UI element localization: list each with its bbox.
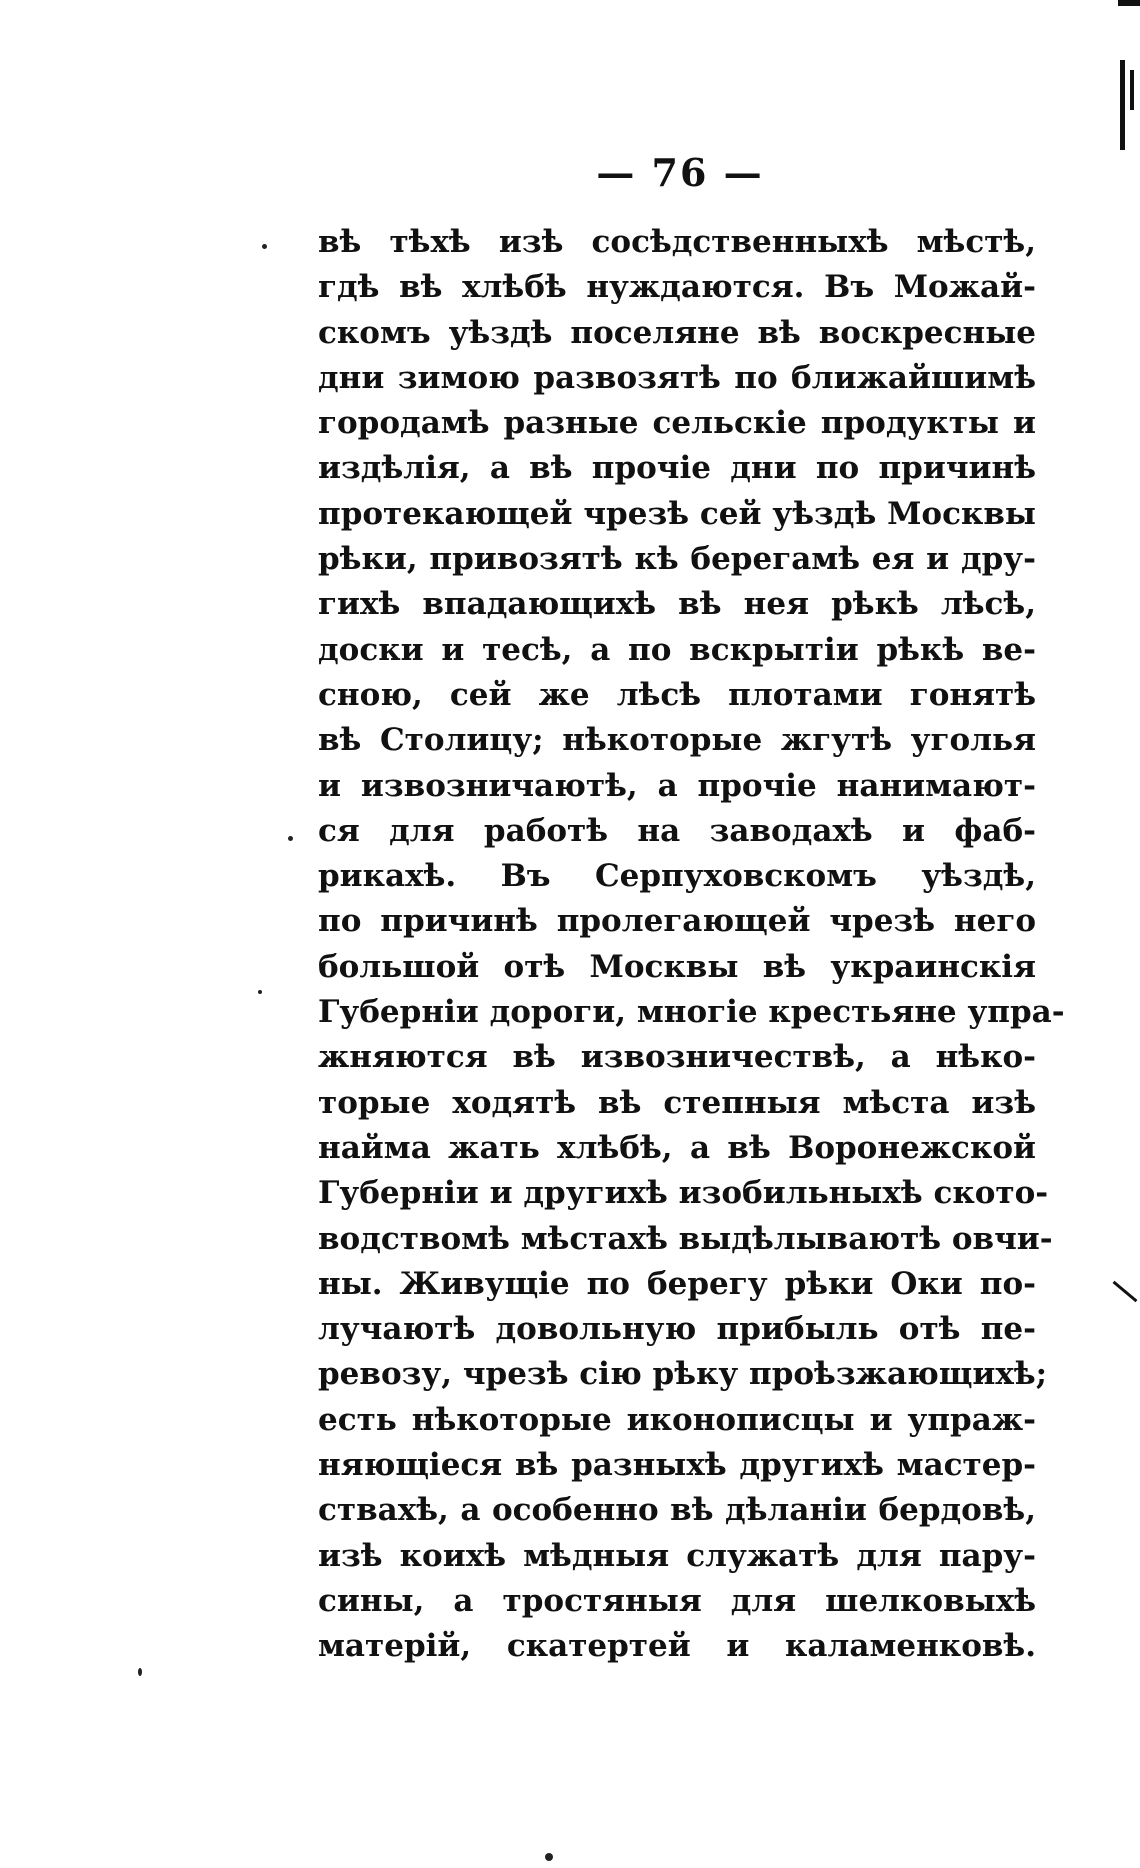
text-line: сины, а тростяныя для шелковыхѣ — [318, 1582, 1036, 1619]
scan-edge-mark — [1113, 1281, 1138, 1303]
text-line: рѣки, привозятѣ кѣ берегамѣ ея и дру- — [318, 541, 1036, 578]
text-line: ревозу, чрезѣ сію рѣку проѣзжающихѣ; — [318, 1356, 1048, 1393]
text-line: рикахѣ. Въ Серпуховскомъ уѣздѣ, — [318, 858, 1036, 895]
scan-speck — [258, 990, 262, 994]
text-line: большой отѣ Москвы вѣ украинскія — [318, 948, 1036, 985]
text-line: сною, сей же лѣсѣ плотами гонятѣ — [318, 676, 1036, 713]
text-line: изѣ коихѣ мѣдныя служатѣ для пару- — [318, 1537, 1036, 1574]
text-line: вѣ Столицу; нѣкоторые жгутѣ уголья — [318, 722, 1036, 759]
text-line: протекающей чрезѣ сей уѣздѣ Москвы — [318, 495, 1036, 532]
text-line: водствомѣ мѣстахѣ выдѣлываютѣ овчи- — [318, 1220, 1053, 1257]
scan-edge-mark — [1118, 0, 1140, 6]
text-line: городамѣ разные сельскіе продукты и — [318, 405, 1036, 442]
text-line: жняются вѣ извозничествѣ, а нѣко- — [318, 1039, 1036, 1076]
text-line: и извозничаютѣ, а прочіе нанимают- — [318, 767, 1036, 804]
text-line: скомъ уѣздѣ поселяне вѣ воскресные — [318, 314, 1036, 351]
scan-speck — [288, 836, 293, 841]
scan-speck — [545, 1853, 553, 1861]
text-line: есть нѣкоторые иконописцы и упраж- — [318, 1401, 1036, 1438]
text-line: гихѣ впадающихѣ вѣ нея рѣкѣ лѣсѣ, — [318, 586, 1036, 623]
text-line: ся для работѣ на заводахѣ и фаб- — [318, 812, 1036, 849]
text-line: гдѣ вѣ хлѣбѣ нуждаются. Въ Можай- — [318, 269, 1036, 306]
scan-speck — [262, 244, 267, 249]
page-number: — 76 — — [596, 150, 764, 195]
text-line: вѣ тѣхѣ изѣ сосѣдственныхѣ мѣстѣ, — [318, 224, 1036, 260]
text-line: ны. Живущіе по берегу рѣки Оки по- — [318, 1265, 1036, 1302]
scan-edge-mark — [1120, 60, 1125, 150]
page-text — [318, 220, 1065, 1670]
text-line: найма жать хлѣбѣ, а вѣ Воронежской — [318, 1129, 1036, 1166]
text-line: няющіеся вѣ разныхѣ другихѣ мастер- — [318, 1447, 1036, 1484]
text-line: доски и тесѣ, а по вскрытіи рѣкѣ ве- — [318, 631, 1036, 668]
scan-edge-mark — [1130, 70, 1134, 110]
text-line: ствахѣ, а особенно вѣ дѣланіи бердовѣ, — [318, 1492, 1036, 1529]
text-line: дни зимою развозятѣ по ближайшимѣ — [318, 359, 1036, 396]
text-line: лучаютѣ довольную прибыль отѣ пе- — [318, 1311, 1036, 1348]
scan-speck — [138, 1668, 142, 1676]
text-line: торые ходятѣ вѣ степныя мѣста изѣ — [318, 1084, 1036, 1121]
text-line: издѣлія, а вѣ прочіе дни по причинѣ — [318, 450, 1036, 487]
text-line: Губерніи и другихѣ изобильныхѣ ското- — [318, 1175, 1049, 1212]
text-line: по причинѣ пролегающей чрезѣ него — [318, 903, 1036, 940]
text-line: Губерніи дороги, многіе крестьяне упра- — [318, 994, 1065, 1031]
text-line: матерій, скатертей и каламенковѣ. — [318, 1628, 1036, 1665]
